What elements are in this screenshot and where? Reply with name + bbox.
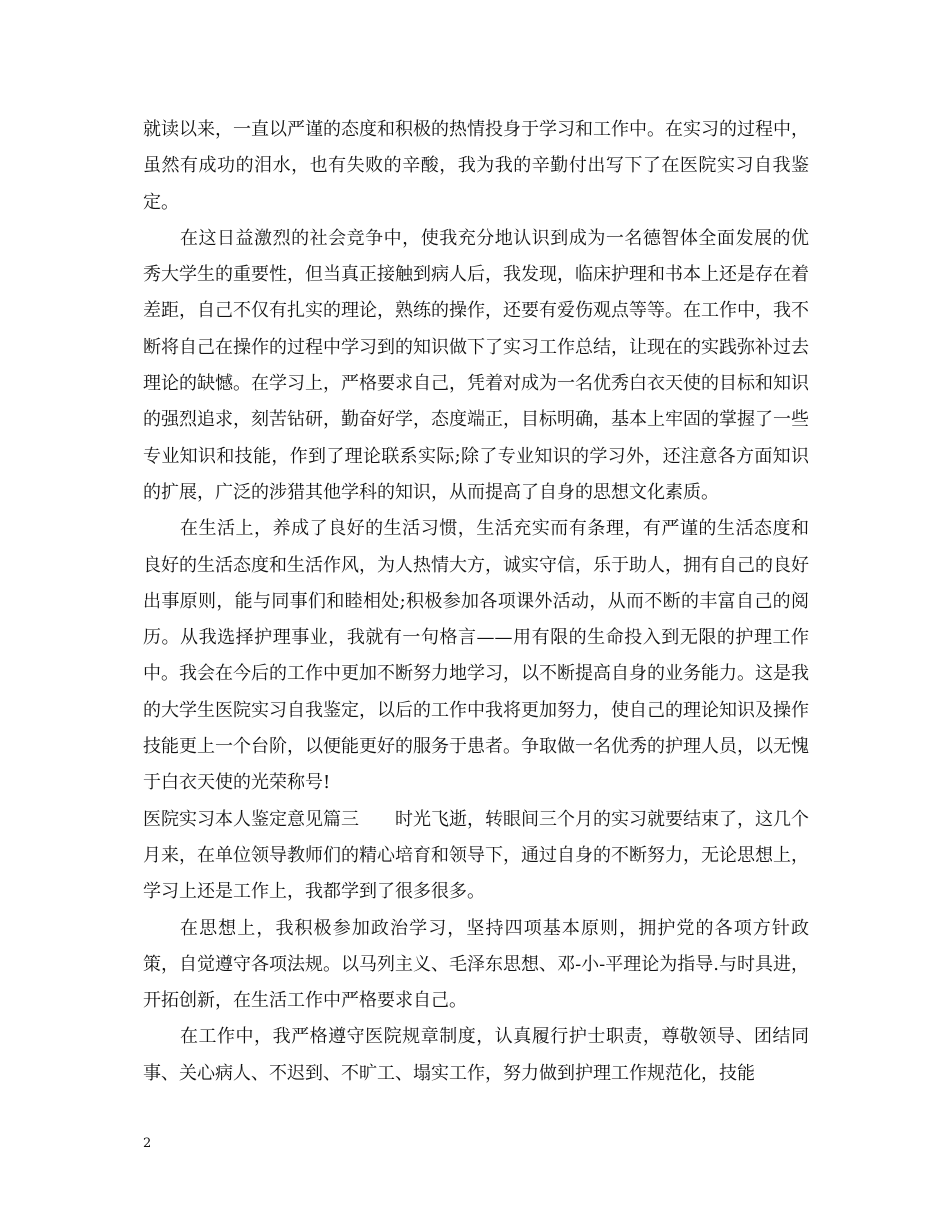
page-number: 2 bbox=[143, 1136, 152, 1151]
paragraph-6: 在工作中，我严格遵守医院规章制度，认真履行护士职责，尊敬领导、团结同事、关心病人、不迟到、不旷工、塌实工作，努力做到护理工作规范化，技能 bbox=[143, 1026, 809, 1084]
paragraph-5: 在思想上，我积极参加政治学习，坚持四项基本原则，拥护党的各项方针政策，自觉遵守各项法规。以马列主义、毛泽东思想、邓-小-平理论为指导.与时具进，开拓创新，在生活工作中严格要求自己。 bbox=[143, 917, 809, 1012]
section-heading: 医院实习本人鉴定意见篇三 bbox=[143, 808, 359, 830]
paragraph-2: 在这日益激烈的社会竞争中，使我充分地认识到成为一名德智体全面发展的优秀大学生的重要性，但当真正接触到病人后，我发现，临床护理和书本上还是存在着差距，自己不仅有扎实的理论，熟练的操作，还要有爱伤观点等等。在工作中，我不断将自己在操作的过程中学习到的知识做下了实习工作总结，让现在的实践弥补过去理论的缺憾。在学习上，严格要求自己，凭着对成为一名优秀白衣天使的目标和知识的强烈追求，刻苦钻研，勤奋好学，态度端正，目标明确，基本上牢固的掌握了一些专业知识和技能，作到了理论联系实际;除了专业知识的学习外，还注意各方面知识的扩展，广泛的涉猎其他学科的知识，从而提高了自身的思想文化素质。 bbox=[143, 227, 809, 503]
paragraph-4 bbox=[143, 802, 809, 911]
paragraph-4-text: 时光飞逝，转眼间三个月的实习就要结束了，这几个月来，在单位领导教师们的精心培育和领导下，通过自身的不断努力，无论思想上，学习上还是工作上，我都学到了很多很多。 bbox=[143, 808, 809, 903]
paragraph-3: 在生活上，养成了良好的生活习惯，生活充实而有条理，有严谨的生活态度和良好的生活态度和生活作风，为人热情大方，诚实守信，乐于助人，拥有自己的良好出事原则，能与同事们和睦相处;积极参加各项课外活动，从而不断的丰富自己的阅历。从我选择护理事业，我就有一句格言——用有限的生命投入到无限的护理工作中。我会在今后的工作中更加不断努力地学习，以不断提高自身的业务能力。这是我的大学生医院实习自我鉴定，以后的工作中我将更加努力，使自己的理论知识及操作技能更上一个台阶，以便能更好的服务于患者。争取做一名优秀的护理人员，以无愧于白衣天使的光荣称号! bbox=[143, 518, 809, 794]
document-body bbox=[143, 112, 809, 1092]
paragraph-1: 就读以来，一直以严谨的态度和积极的热情投身于学习和工作中。在实习的过程中，虽然有成功的泪水，也有失败的辛酸，我为我的辛勤付出写下了在医院实习自我鉴定。 bbox=[143, 119, 809, 213]
